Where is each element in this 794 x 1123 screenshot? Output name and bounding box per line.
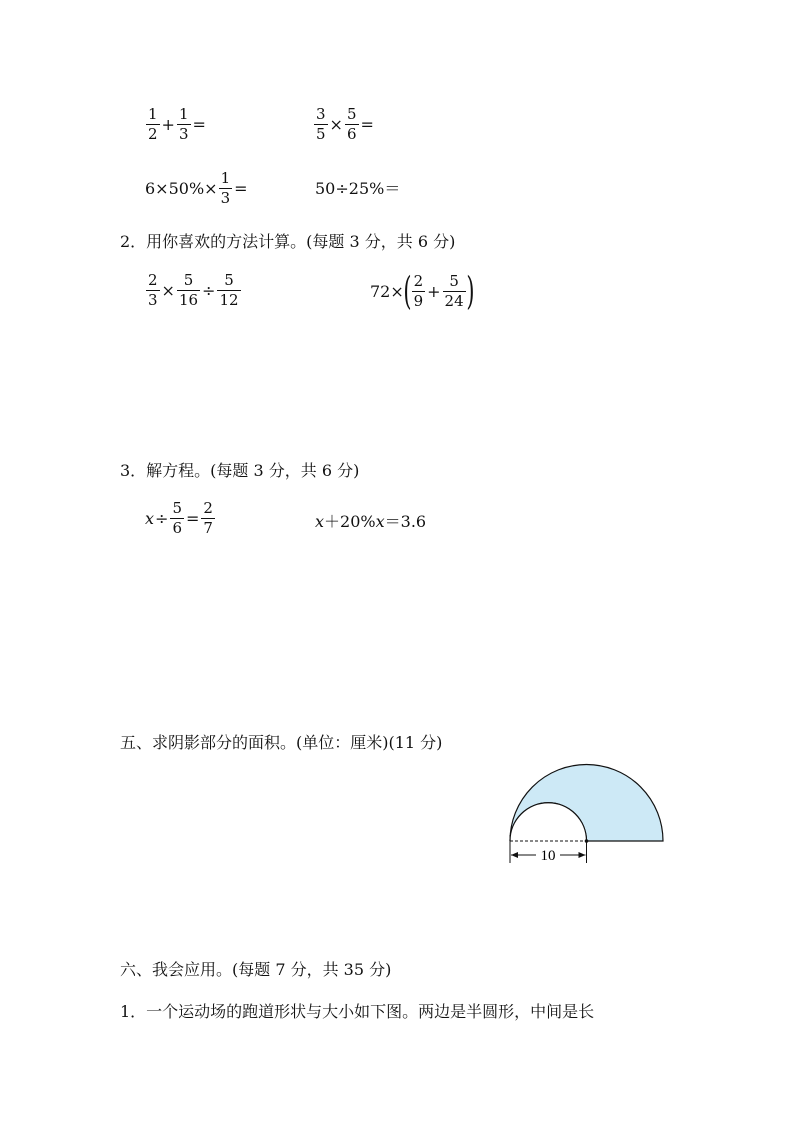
fraction: $\frac{1}{2}$ [148, 105, 158, 143]
expr-fifty-div-percent: 50÷25%＝ [315, 179, 401, 198]
fraction: $\frac{3}{5}$ [316, 105, 326, 143]
fraction: $\frac{2}{7}$ [203, 499, 213, 537]
problem-2-1: $\frac{2}{3}$ × $\frac{5}{16}$ ÷ $\frac{5}{12}$ [148, 271, 239, 309]
equation-3-1: x ÷ $\frac{5}{6}$ = $\frac{2}{7}$ [145, 499, 213, 537]
shaded-semicircle-figure [500, 755, 675, 870]
arrow-right-icon [579, 852, 586, 858]
question-6-1: 1．一个运动场的跑道形状与大小如下图。两边是半圆形，中间是长 [120, 1002, 595, 1021]
fraction: $\frac{5}{12}$ [219, 271, 239, 309]
section-6-heading: 六、我会应用。(每题 7 分，共 35 分) [120, 960, 392, 979]
fraction: $\frac{5}{6}$ [346, 105, 357, 143]
fraction: $\frac{1}{3}$ [220, 169, 231, 207]
fraction: $\frac{2}{3}$ [148, 271, 158, 309]
expr-half-plus-third: $\frac{1}{2}$ + $\frac{1}{3}$ = [148, 105, 206, 143]
dimension-label: 10 [540, 848, 556, 864]
expr-six-times-percent: 6×50%× $\frac{1}{3}$ = [145, 169, 248, 207]
center-dot [585, 839, 589, 843]
fraction: $\frac{5}{16}$ [178, 271, 199, 309]
expr-three-fifths-times: $\frac{3}{5}$ × $\frac{5}{6}$ = [316, 105, 374, 143]
arrow-left-icon [511, 852, 518, 858]
fraction: $\frac{5}{24}$ [444, 271, 464, 310]
section-5-heading: 五、求阴影部分的面积。(单位：厘米)(11 分) [120, 733, 443, 752]
fraction: $\frac{1}{3}$ [178, 105, 189, 143]
section-3-heading: 3．解方程。(每题 3 分，共 6 分) [120, 461, 360, 480]
fraction: $\frac{2}{9}$ [413, 271, 424, 310]
problem-2-2: 72× ( $\frac{2}{9}$ + $\frac{5}{24}$ ) [370, 269, 475, 313]
section-2-heading: 2．用你喜欢的方法计算。(每题 3 分，共 6 分) [120, 232, 456, 251]
fraction: $\frac{5}{6}$ [172, 499, 182, 537]
equation-3-2: x＋20%x＝3.6 [315, 512, 427, 531]
